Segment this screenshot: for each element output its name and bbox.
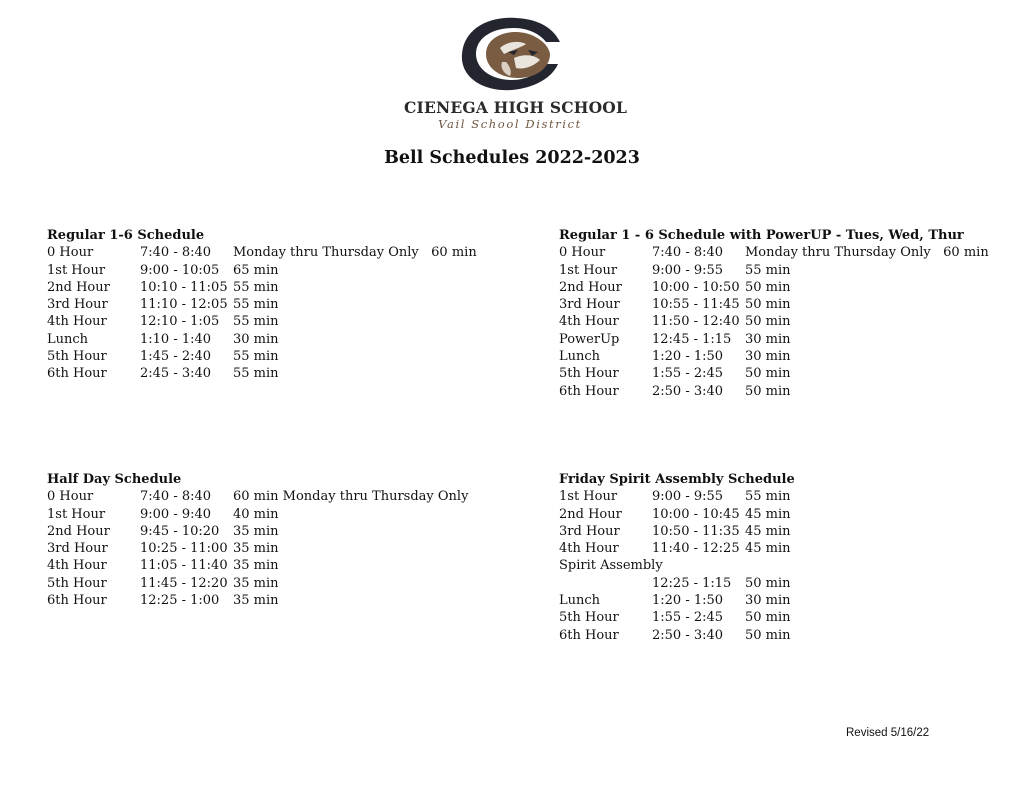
period-duration: 55 min — [233, 314, 279, 330]
period-label: Lunch — [47, 331, 89, 347]
period-time: 12:10 - 1:05 — [140, 314, 220, 330]
schedule-row — [47, 506, 279, 523]
schedule-row — [559, 262, 964, 279]
schedule-row — [559, 609, 795, 626]
schedule-row — [559, 627, 795, 644]
period-label: 1st Hour — [47, 506, 106, 522]
school-name: CIENEGA HIGH SCHOOL — [404, 98, 628, 117]
period-label: 0 Hour — [559, 245, 606, 261]
period-label: 0 Hour — [47, 489, 94, 505]
period-duration: 55 min — [233, 279, 279, 295]
schedule-row — [47, 592, 279, 609]
period-time: 10:50 - 11:35 — [652, 523, 740, 539]
period-time: 9:00 - 9:55 — [652, 489, 724, 505]
period-time: 11:45 - 12:20 — [140, 575, 228, 591]
period-time: 11:40 - 12:25 — [652, 541, 740, 557]
period-duration: 30 min — [745, 349, 791, 365]
page-title: Bell Schedules 2022-2023 — [384, 148, 640, 168]
period-time: 12:45 - 1:15 — [652, 331, 732, 347]
schedule-half-day — [47, 471, 469, 609]
period-time: 10:00 - 10:50 — [652, 279, 740, 295]
period-label: 3rd Hour — [47, 297, 108, 313]
period-time: 10:25 - 11:00 — [140, 541, 228, 557]
schedule-row — [47, 262, 279, 279]
period-time: 7:40 - 8:40 — [652, 245, 724, 261]
period-label: 2nd Hour — [47, 523, 110, 539]
period-time: 9:00 - 9:55 — [652, 262, 724, 278]
period-time: 7:40 - 8:40 — [140, 489, 212, 505]
period-label: 5th Hour — [559, 610, 619, 626]
period-duration: 35 min — [233, 523, 279, 539]
period-label: 1st Hour — [559, 489, 618, 505]
period-label: 5th Hour — [47, 575, 107, 591]
bobcat-crest-logo-icon — [456, 14, 564, 94]
period-label: 3rd Hour — [559, 297, 620, 313]
period-duration: Monday thru Thursday Only 60 min — [233, 245, 477, 261]
schedule-title: Regular 1-6 Schedule — [47, 228, 205, 243]
period-duration: 65 min — [233, 262, 279, 278]
period-time: 11:05 - 11:40 — [140, 558, 228, 574]
schedule-row — [47, 296, 279, 313]
period-duration: 40 min — [233, 506, 279, 522]
schedule-row — [559, 365, 964, 382]
schedule-row — [559, 383, 964, 400]
period-duration: 45 min — [745, 506, 791, 522]
period-duration: 30 min — [745, 593, 791, 609]
period-duration: 50 min — [745, 627, 791, 643]
schedule-row — [47, 488, 469, 505]
period-time: 2:50 - 3:40 — [652, 627, 724, 643]
period-duration: 50 min — [745, 610, 791, 626]
period-duration: 55 min — [745, 489, 791, 505]
schedule-row — [559, 296, 964, 313]
period-duration: 55 min — [233, 366, 279, 382]
period-duration: 50 min — [745, 279, 791, 295]
period-label: 1st Hour — [47, 262, 106, 278]
period-time: 11:50 - 12:40 — [652, 314, 740, 330]
period-label: 4th Hour — [47, 314, 107, 330]
schedule-title: Half Day Schedule — [47, 472, 182, 487]
period-label: 6th Hour — [47, 366, 107, 382]
period-label: 2nd Hour — [47, 279, 110, 295]
period-label: Spirit Assembly — [559, 558, 663, 574]
period-time: 7:40 - 8:40 — [140, 245, 212, 261]
schedule-row — [47, 244, 477, 261]
period-time: 2:45 - 3:40 — [140, 366, 212, 382]
schedule-title: Friday Spirit Assembly Schedule — [559, 472, 795, 487]
period-duration: 35 min — [233, 558, 279, 574]
period-label: 4th Hour — [559, 314, 619, 330]
period-label: 6th Hour — [559, 383, 619, 399]
period-duration: 50 min — [745, 366, 791, 382]
period-time: 9:00 - 10:05 — [140, 262, 220, 278]
period-time: 10:00 - 10:45 — [652, 506, 740, 522]
period-duration: 30 min — [745, 331, 791, 347]
period-time: 9:00 - 9:40 — [140, 506, 212, 522]
schedule-friday-spirit — [559, 471, 795, 644]
schedule-powerup — [559, 227, 989, 400]
period-time: 10:10 - 11:05 — [140, 279, 228, 295]
period-duration: 35 min — [233, 575, 279, 591]
period-time: 12:25 - 1:00 — [140, 593, 220, 609]
schedule-row — [559, 592, 795, 609]
period-time: 1:20 - 1:50 — [652, 593, 724, 609]
period-duration: 50 min — [745, 575, 791, 591]
period-time: 1:20 - 1:50 — [652, 349, 724, 365]
schedule-row — [47, 365, 279, 382]
schedule-row — [559, 557, 795, 574]
schedule-row — [47, 523, 279, 540]
period-label: 6th Hour — [559, 627, 619, 643]
period-duration: 55 min — [233, 349, 279, 365]
period-label: Lunch — [559, 349, 601, 365]
schedule-row — [559, 313, 964, 330]
period-label: 0 Hour — [47, 245, 94, 261]
period-label: 4th Hour — [47, 558, 107, 574]
schedule-row — [47, 348, 279, 365]
schedule-row — [47, 557, 279, 574]
period-duration: 55 min — [233, 297, 279, 313]
period-duration: 60 min Monday thru Thursday Only — [233, 489, 469, 505]
period-time: 10:55 - 11:45 — [652, 297, 740, 313]
period-time: 12:25 - 1:15 — [652, 575, 732, 591]
schedule-row — [559, 523, 795, 540]
schedule-row — [47, 540, 279, 557]
period-duration: 35 min — [233, 541, 279, 557]
schedule-row — [47, 279, 279, 296]
period-duration: 45 min — [745, 523, 791, 539]
period-time: 1:45 - 2:40 — [140, 349, 212, 365]
period-duration: 55 min — [745, 262, 791, 278]
period-label: 1st Hour — [559, 262, 618, 278]
period-time: 1:55 - 2:45 — [652, 610, 724, 626]
schedule-row — [559, 279, 964, 296]
period-duration: Monday thru Thursday Only 60 min — [745, 245, 989, 261]
period-label: PowerUp — [559, 331, 620, 347]
period-label: Lunch — [559, 593, 601, 609]
period-duration: 50 min — [745, 297, 791, 313]
revised-date: Revised 5/16/22 — [846, 727, 930, 739]
period-label: 4th Hour — [559, 541, 619, 557]
period-time: 1:10 - 1:40 — [140, 331, 212, 347]
schedule-row — [559, 488, 795, 505]
period-label: 3rd Hour — [47, 541, 108, 557]
period-duration: 50 min — [745, 383, 791, 399]
period-label: 5th Hour — [559, 366, 619, 382]
period-duration: 45 min — [745, 541, 791, 557]
schedule-row — [559, 331, 964, 348]
district-name: Vail School District — [438, 117, 582, 131]
schedule-row — [559, 506, 795, 523]
schedule-row — [559, 348, 964, 365]
schedule-title: Regular 1 - 6 Schedule with PowerUP - Tues, Wed, Thur — [559, 228, 964, 243]
period-time: 1:55 - 2:45 — [652, 366, 724, 382]
period-time: 11:10 - 12:05 — [140, 297, 228, 313]
schedule-row — [559, 575, 795, 592]
period-duration: 30 min — [233, 331, 279, 347]
period-time: 9:45 - 10:20 — [140, 523, 220, 539]
schedule-row — [559, 244, 989, 261]
period-label: 2nd Hour — [559, 506, 622, 522]
schedule-row — [47, 313, 279, 330]
schedule-row — [47, 331, 279, 348]
schedule-row — [47, 575, 279, 592]
period-label: 2nd Hour — [559, 279, 622, 295]
period-label: 6th Hour — [47, 593, 107, 609]
period-time: 2:50 - 3:40 — [652, 383, 724, 399]
school-logo — [404, 14, 628, 132]
schedule-row — [559, 540, 795, 557]
schedule-regular — [47, 227, 477, 383]
period-duration: 35 min — [233, 593, 279, 609]
period-label: 3rd Hour — [559, 523, 620, 539]
period-duration: 50 min — [745, 314, 791, 330]
period-label: 5th Hour — [47, 349, 107, 365]
